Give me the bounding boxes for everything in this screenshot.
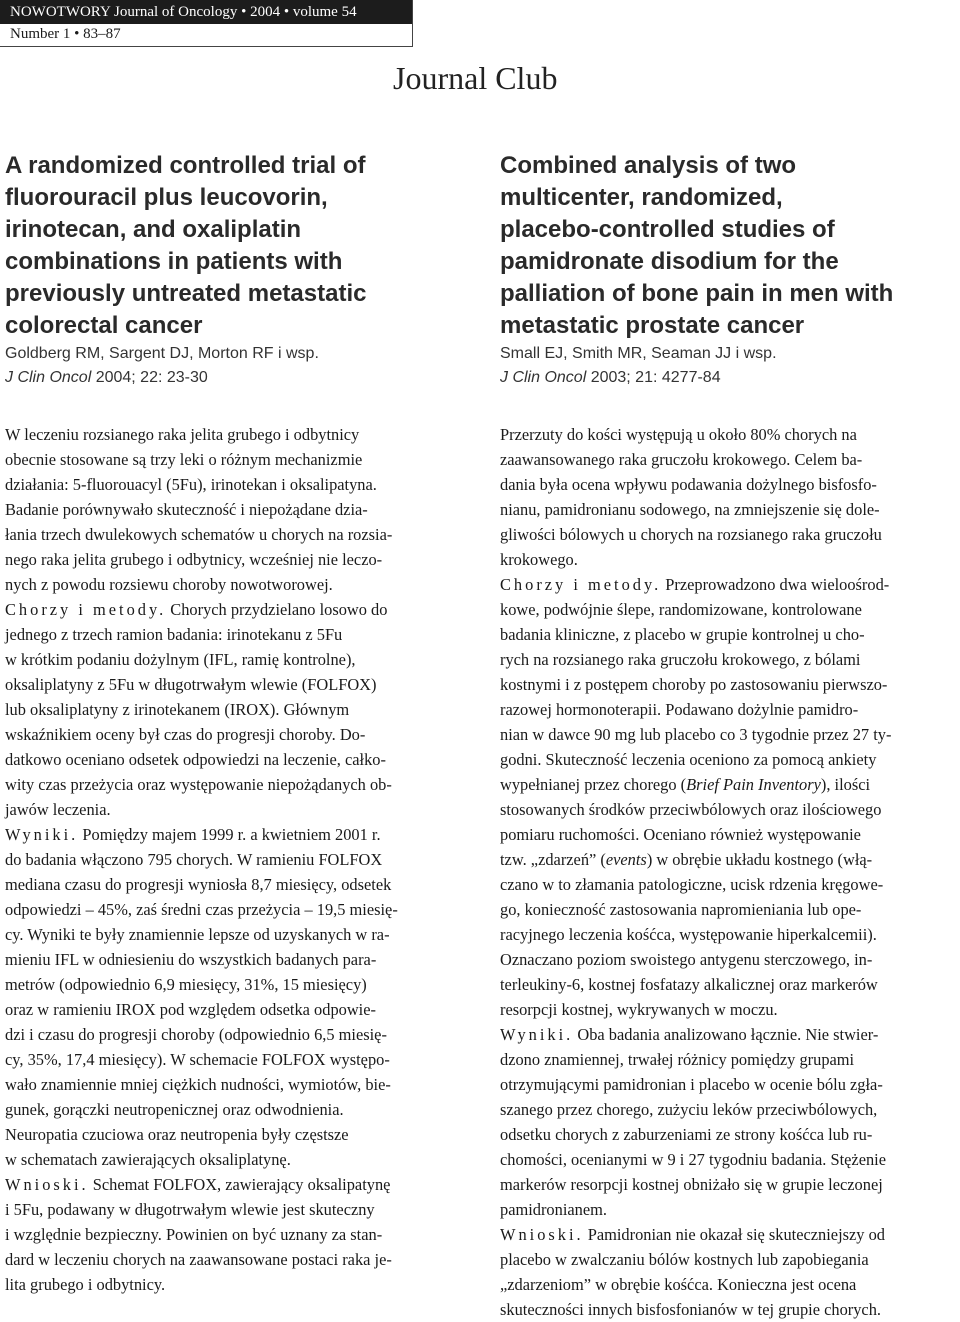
abstract-line (5, 1197, 465, 1222)
abstract-text: szanego przez chorego, zużyciu leków przeciwbólowych, (500, 1100, 878, 1119)
masthead-divider (412, 0, 413, 46)
section-label: Chorzy i metody. (5, 600, 167, 619)
abstract-line (5, 1272, 465, 1297)
title-line: fluorouracil plus leucovorin, (5, 184, 328, 211)
abstract-line (500, 997, 960, 1022)
abstract-line (500, 822, 960, 847)
abstract-line (5, 972, 465, 997)
abstract-line (5, 697, 465, 722)
abstract-text: dard w leczeniu chorych na zaawansowane postaci raka je- (5, 1250, 392, 1269)
abstract-line (500, 572, 960, 597)
abstract-line (500, 697, 960, 722)
abstract-line (500, 1172, 960, 1197)
abstract-line (5, 497, 465, 522)
abstract-line (500, 1272, 960, 1297)
title-line: palliation of bone pain in men with (500, 280, 894, 307)
abstract-text: nian w dawce 90 mg lub placebo co 3 tygodnie przez 27 ty- (500, 725, 892, 744)
abstract-line (500, 1297, 960, 1322)
abstract-text: Badanie porównywało skuteczność i niepożądane dzia- (5, 500, 368, 519)
article-citation (5, 366, 465, 390)
abstract-text: gliwości bólowych u chorych na rozsianego raka gruczołu (500, 525, 882, 544)
abstract-text: „zdarzeniom” w obrębie kośćca. Konieczna jest ocena (500, 1275, 857, 1294)
abstract-text: Oba badania analizowano łącznie. Nie stwier- (573, 1025, 879, 1044)
abstract-line (5, 597, 465, 622)
abstract-line (5, 1047, 465, 1072)
abstract-text: gunek, gorączki neutropenicznej oraz odwodnienia. (5, 1100, 344, 1119)
title-line: multicenter, randomized, (500, 184, 783, 211)
abstract-text: go, konieczność zastosowania napromieniania lub ope- (500, 900, 862, 919)
abstract-line (5, 1147, 465, 1172)
abstract-line (500, 922, 960, 947)
abstract-line (5, 447, 465, 472)
abstract-line (500, 897, 960, 922)
title-line: previously untreated metastatic (5, 280, 367, 307)
abstract-line (5, 772, 465, 797)
abstract-line (500, 1197, 960, 1222)
section-title: Journal Club (393, 60, 558, 96)
abstract-line (5, 1222, 465, 1247)
abstract-line (5, 797, 465, 822)
abstract-line (500, 1247, 960, 1272)
article-citation (500, 366, 960, 390)
abstract-line (500, 1072, 960, 1097)
article-left (5, 150, 465, 1297)
abstract-line (5, 1072, 465, 1097)
abstract-text: łania trzech dwulekowych schematów u chorych na rozsia- (5, 525, 393, 544)
abstract-text: lub oksaliplatyny z irinotekanem (IROX). Głównym (5, 700, 350, 719)
abstract-text: pomiaru ruchomości. Oceniano również występowanie (500, 825, 861, 844)
abstract-line (5, 472, 465, 497)
abstract-line (500, 1147, 960, 1172)
abstract-text: dzono znamiennej, trwałej różnicy pomiędzy grupami (500, 1050, 855, 1069)
abstract-line (5, 847, 465, 872)
abstract-text: nego raka jelita grubego i odbytnicy, wcześniej nie leczo- (5, 550, 383, 569)
abstract-text: ), ilości (820, 775, 871, 794)
abstract-line (500, 972, 960, 997)
journal-abbrev: J Clin Oncol (5, 369, 92, 386)
abstract-text: oksaliplatyny z 5Fu w długotrwałym wlewie (FOLFOX) (5, 675, 377, 694)
abstract-line (5, 872, 465, 897)
abstract-line (500, 772, 960, 797)
abstract-line (500, 647, 960, 672)
abstract-line (5, 922, 465, 947)
abstract-text: otrzymującymi pamidronian i placebo w ocenie bólu zgła- (500, 1075, 883, 1094)
abstract-text: badania kliniczne, z placebo w grupie kontrolnej u cho- (500, 625, 865, 644)
abstract-text: w krótkim podaniu dożylnym (IFL, ramię kontrolne), (5, 650, 356, 669)
abstract-text: wało znamiennie mniej ciężkich nudności, wymiotów, bie- (5, 1075, 391, 1094)
abstract-text: Neuropatia czuciowa oraz neutropenia były częstsze (5, 1125, 349, 1144)
abstract-text: metrów (odpowiednio 6,9 miesięcy, 31%, 15 miesięcy) (5, 975, 367, 994)
title-line: combinations in patients with (5, 248, 343, 275)
abstract-line (5, 422, 465, 447)
abstract-text: Pamidronian nie okazał się skuteczniejszy od (583, 1225, 885, 1244)
abstract-line (5, 672, 465, 697)
abstract-text: datkowo oceniano odsetek odpowiedzi na leczenie, całko- (5, 750, 386, 769)
abstract-line (500, 547, 960, 572)
abstract-text: wity czas przeżycia oraz występowanie niepożądanych ob- (5, 775, 392, 794)
abstract-line (5, 722, 465, 747)
abstract-text: cy, 35%, 17,4 miesięcy). W schemacie FOLFOX występo- (5, 1050, 390, 1069)
section-label: Chorzy i metody. (500, 575, 662, 594)
section-label: Wyniki. (500, 1025, 574, 1044)
abstract-text: wskaźnikiem oceny był czas do progresji choroby. Do- (5, 725, 366, 744)
abstract-text: Chorych przydzielano losowo do (166, 600, 388, 619)
section-label: Wnioski. (500, 1225, 584, 1244)
abstract-line (5, 997, 465, 1022)
abstract-text: Pomiędzy majem 1999 r. a kwietniem 2001 r. (78, 825, 381, 844)
abstract-text: placebo w zwalczaniu bólów kostnych lub zapobiegania (500, 1250, 869, 1269)
abstract-line (500, 472, 960, 497)
abstract-line (5, 822, 465, 847)
abstract-text: markerów resorpcji kostnej obniżało się w grupie leczonej (500, 1175, 883, 1194)
article-authors: Goldberg RM, Sargent DJ, Morton RF i wsp. (5, 345, 319, 362)
title-line: irinotecan, and oxaliplatin (5, 216, 302, 243)
abstract-line (500, 597, 960, 622)
abstract-line (500, 422, 960, 447)
article-abstract (5, 422, 465, 1297)
abstract-text: w schematach zawierających oksaliplatynę. (5, 1150, 291, 1169)
abstract-line (500, 847, 960, 872)
abstract-text: Schemat FOLFOX, zawierający oksalipatynę (88, 1175, 391, 1194)
abstract-text: i 5Fu, podawany w długotrwałym wlewie jest skuteczny (5, 1200, 375, 1219)
abstract-text: resorpcji kostnej, wykrywanych w moczu. (500, 1000, 778, 1019)
abstract-text: dania była ocena wpływu podawania dożylnego bisfosfo- (500, 475, 877, 494)
abstract-text: skuteczności innych bisfosfonianów w tej grupie chorych. (500, 1300, 881, 1319)
abstract-line (5, 547, 465, 572)
abstract-line (5, 522, 465, 547)
abstract-line (500, 672, 960, 697)
abstract-text: Przerzuty do kości występują u około 80% chorych na (500, 425, 857, 444)
title-line: metastatic prostate cancer (500, 312, 805, 339)
abstract-text: cy. Wyniki te były znamiennie lepsze od uzyskanych w ra- (5, 925, 390, 944)
abstract-text: obecnie stosowane są trzy leki o różnym mechanizmie (5, 450, 363, 469)
abstract-text: rych na rozsianego raka gruczołu krokowego, z bólami (500, 650, 861, 669)
abstract-text: do badania włączono 795 chorych. W ramieniu FOLFOX (5, 850, 383, 869)
abstract-line (500, 947, 960, 972)
abstract-line (500, 1097, 960, 1122)
section-label: Wyniki. (5, 825, 79, 844)
abstract-text: i względnie bezpieczny. Powinien on być uznany za stan- (5, 1225, 383, 1244)
abstract-text: jednego z trzech ramion badania: irinotekanu z 5Fu (5, 625, 343, 644)
abstract-line (500, 872, 960, 897)
emphasis-text: events (605, 850, 647, 869)
abstract-line (500, 722, 960, 747)
citation-details: 2004; 22: 23-30 (91, 369, 208, 386)
abstract-text: czano w to złamania patologiczne, ucisk rdzenia kręgowe- (500, 875, 884, 894)
abstract-line (500, 497, 960, 522)
abstract-text: Przeprowadzono dwa wieloośrod- (661, 575, 890, 594)
abstract-line (5, 1097, 465, 1122)
abstract-text: dzi i czasu do progresji choroby (odpowiednio 6,5 miesię- (5, 1025, 387, 1044)
abstract-line (500, 1222, 960, 1247)
title-line: A randomized controlled trial of (5, 152, 366, 179)
abstract-line (5, 947, 465, 972)
abstract-line (5, 897, 465, 922)
journal-name-bar: NOWOTWORY Journal of Oncology • 2004 • volume 54 (0, 0, 413, 24)
title-line: colorectal cancer (5, 312, 203, 339)
abstract-line (5, 622, 465, 647)
abstract-text: lita grubego i odbytnicy. (5, 1275, 166, 1294)
abstract-line (5, 1247, 465, 1272)
abstract-text: wypełnianej przez chorego ( (500, 775, 687, 794)
article-title (5, 150, 465, 342)
article-right (500, 150, 960, 1322)
citation-details: 2003; 21: 4277-84 (586, 369, 721, 386)
abstract-text: zaawansowanego raka gruczołu krokowego. Celem ba- (500, 450, 863, 469)
abstract-text: ) w obrębie układu kostnego (włą- (646, 850, 873, 869)
abstract-line (5, 1022, 465, 1047)
abstract-text: racyjnego leczenia kośćca, występowanie hiperkalcemii). (500, 925, 877, 944)
abstract-text: razowej hormonoterapii. Podawano dożylnie pamidro- (500, 700, 859, 719)
abstract-line (5, 647, 465, 672)
abstract-text: mieniu IFL w odniesieniu do wszystkich badanych para- (5, 950, 377, 969)
abstract-text: nianu, pamidronianu sodowego, na zmniejszenie się dole- (500, 500, 880, 519)
emphasis-text: Brief Pain Inventory (686, 775, 821, 794)
abstract-text: W leczeniu rozsianego raka jelita grubego i odbytnicy (5, 425, 360, 444)
abstract-text: działania: 5-fluorouacyl (5Fu), irinotekan i oksalipatyna. (5, 475, 377, 494)
abstract-text: oraz w ramieniu IROX pod względem odsetka odpowie- (5, 1000, 376, 1019)
abstract-line (500, 1122, 960, 1147)
abstract-line (500, 622, 960, 647)
abstract-text: terleukiny-6, kostnej fosfatazy alkalicznej oraz markerów (500, 975, 878, 994)
journal-abbrev: J Clin Oncol (500, 369, 587, 386)
abstract-line (5, 747, 465, 772)
abstract-text: kowe, podwójnie ślepe, randomizowane, kontrolowane (500, 600, 862, 619)
abstract-text: tzw. „zdarzeń” ( (500, 850, 606, 869)
article-title (500, 150, 960, 342)
abstract-text: kostnymi i z postępem choroby po zastosowaniu pierwszo- (500, 675, 888, 694)
title-line: Combined analysis of two (500, 152, 797, 179)
title-line: pamidronate disodium for the (500, 248, 839, 275)
abstract-text: odsetku chorych z zaburzeniami ze strony kośćca lub ru- (500, 1125, 873, 1144)
abstract-line (5, 572, 465, 597)
abstract-text: odpowiedzi – 45%, zaś średni czas przeżycia – 19,5 miesię- (5, 900, 398, 919)
abstract-text: nych z powodu rozsiewu choroby nowotworowej. (5, 575, 333, 594)
abstract-line (500, 447, 960, 472)
article-abstract (500, 422, 960, 1322)
abstract-line (500, 1022, 960, 1047)
abstract-text: stosowanych środków przeciwbólowych oraz ilościowego (500, 800, 882, 819)
abstract-line (500, 522, 960, 547)
abstract-line (5, 1122, 465, 1147)
abstract-text: jawów leczenia. (5, 800, 111, 819)
abstract-text: godni. Skuteczność leczenia oceniono za pomocą ankiety (500, 750, 877, 769)
abstract-text: krokowego. (500, 550, 578, 569)
abstract-text: Oznaczano poziom swoistego antygenu sterczowego, in- (500, 950, 873, 969)
abstract-line (500, 1047, 960, 1072)
abstract-text: mediana czasu do progresji wyniosła 8,7 miesięcy, odsetek (5, 875, 392, 894)
title-line: placebo-controlled studies of (500, 216, 835, 243)
abstract-text: chomości, ocenianymi w 9 i 27 tygodniu badania. Stężenie (500, 1150, 886, 1169)
abstract-text: pamidronianem. (500, 1200, 607, 1219)
abstract-line (500, 797, 960, 822)
section-label: Wnioski. (5, 1175, 89, 1194)
issue-number: Number 1 • 83–87 (10, 26, 121, 42)
abstract-line (500, 747, 960, 772)
article-authors: Small EJ, Smith MR, Seaman JJ i wsp. (500, 345, 777, 362)
abstract-line (5, 1172, 465, 1197)
journal-masthead (0, 0, 413, 47)
